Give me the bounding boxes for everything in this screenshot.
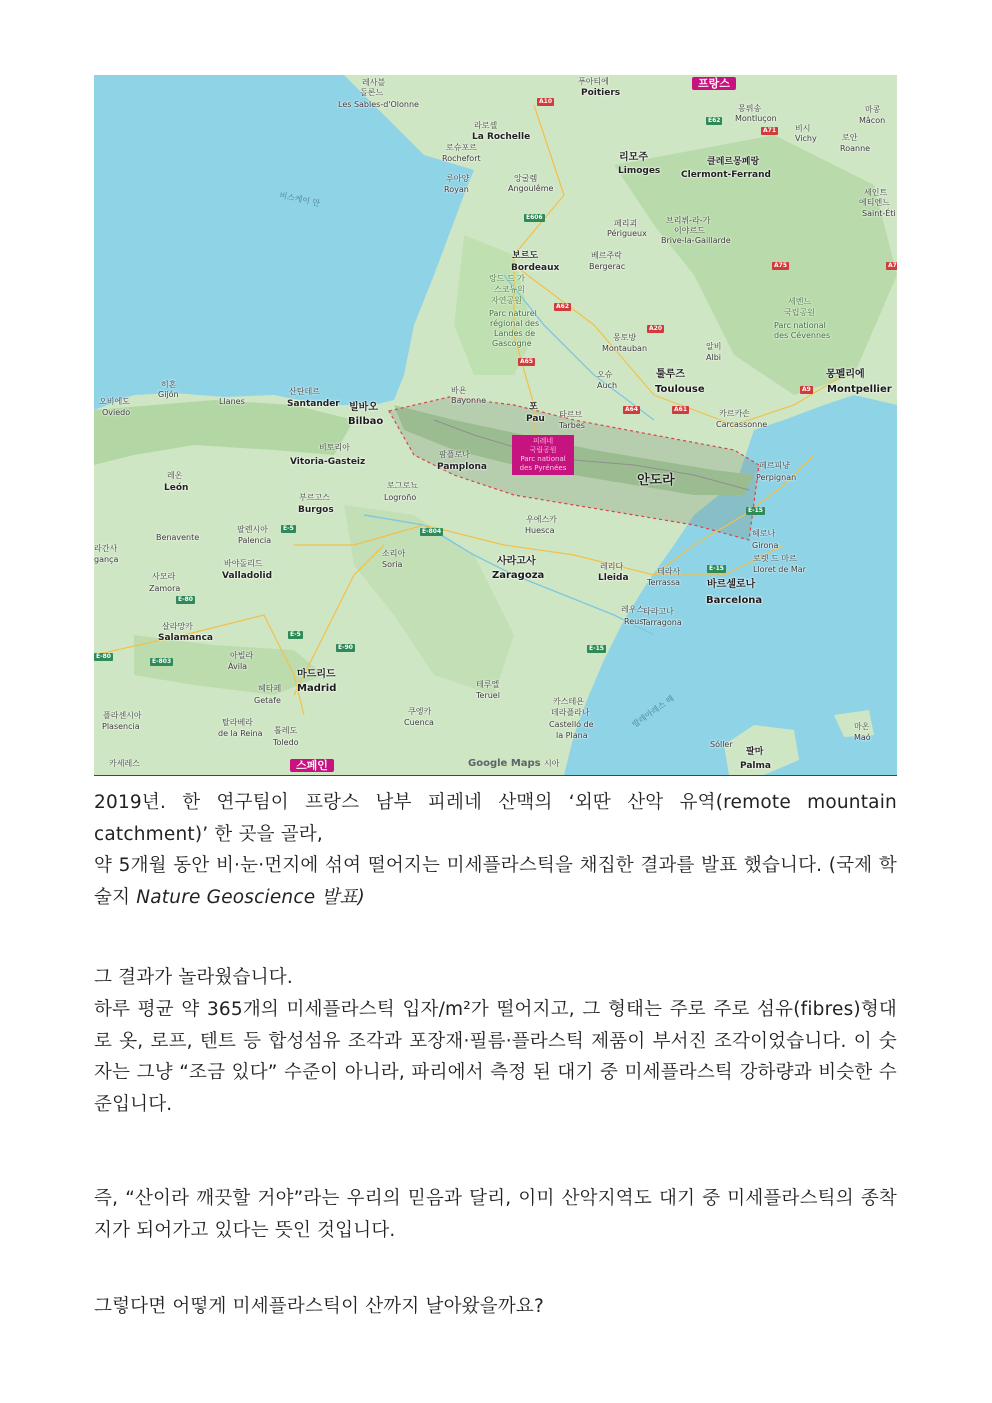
map-label: 빌바오	[349, 402, 378, 413]
map-label: Mâcon	[859, 116, 886, 125]
map-label: 로렛 드 마르	[753, 554, 797, 563]
map-label: Tarbes	[559, 421, 585, 430]
map-label: 국립공원	[784, 308, 815, 317]
map-underline	[94, 775, 897, 776]
map-label: 이야르드	[674, 226, 705, 235]
map-label: 마드리드	[297, 669, 336, 680]
map-label: 아빌라	[230, 651, 254, 660]
map-label: 히혼	[161, 380, 177, 389]
map-label: 테라사	[657, 567, 681, 576]
map-label: 보르도	[512, 251, 539, 261]
road-shield: A10	[539, 98, 552, 105]
map-label: Santander	[287, 399, 340, 409]
map-label: Parc naturel	[489, 309, 537, 318]
map-label: 쿠엥카	[408, 707, 432, 716]
map-label: 비시	[795, 124, 811, 133]
road-shield: A64	[625, 406, 638, 413]
map-label: Vitoria-Gasteiz	[290, 457, 366, 467]
map-label: 바르셀로나	[707, 579, 756, 590]
map-label: 페르피냥	[759, 461, 790, 470]
road-shield: E-5	[283, 525, 294, 532]
map-label: 브리뷔-라-가	[666, 216, 711, 225]
map-label: 리모주	[619, 152, 648, 163]
map-label: Llanes	[219, 397, 245, 406]
paragraph-meaning: 즉, “산이라 깨끗할 거야”라는 우리의 믿음과 달리, 이미 산악지역도 대기 중 미세플라스틱의 종착지가 되어가고 있다는 뜻인 것입니다.	[94, 1188, 897, 1241]
map-label: Benavente	[156, 533, 200, 542]
road-shield: E-803	[152, 658, 172, 665]
map-label: 레우스	[621, 605, 645, 614]
map-label: Pau	[526, 414, 545, 424]
map-label: La Rochelle	[472, 132, 531, 142]
map-label: 톨레도	[274, 726, 298, 735]
map-label: Pamplona	[437, 462, 487, 472]
road-shield: A75	[774, 262, 787, 269]
road-shield: A61	[674, 406, 687, 413]
map-label: Bordeaux	[511, 263, 560, 273]
road-shield: E-80	[96, 653, 111, 660]
paragraph-result-lead: 그 결과가 놀라웠습니다.	[94, 967, 293, 988]
park-label-2: des Pyrénées	[519, 464, 567, 472]
map-label: 알비	[706, 342, 722, 351]
map-label: Bilbao	[348, 416, 384, 427]
map-label: 테루엘	[476, 680, 500, 689]
map-label: 헤타페	[258, 684, 282, 693]
map-terrain	[94, 75, 897, 775]
map-label: 레리다	[600, 562, 624, 571]
highlight-spain: 스페인	[290, 759, 334, 772]
map-label: 살라망카	[162, 622, 193, 631]
map-label: Montpellier	[827, 384, 892, 395]
map-label: 몽뤼송	[738, 104, 762, 113]
road-shield: A65	[520, 358, 533, 365]
map-label: 카세레스	[109, 759, 140, 768]
map-label-andorra: 안도라	[637, 473, 675, 488]
paragraph-question: 그렇다면 어떻게 미세플라스틱이 산까지 날아왔을까요?	[94, 1296, 544, 1317]
map-label: 푸아티에	[578, 77, 609, 86]
road-shield: E-5	[290, 631, 301, 638]
map-label: Landes de	[494, 329, 536, 338]
park-label-ko2: 국립공원	[529, 446, 557, 454]
map-label: des Cévennes	[774, 331, 831, 340]
map-label: Royan	[444, 185, 469, 194]
map-label: Angoulême	[508, 184, 554, 193]
map-label: Castelló de	[549, 720, 594, 729]
road-shield: E-80	[178, 596, 193, 603]
map-label: Zamora	[149, 584, 181, 593]
map-label: 라로셸	[474, 121, 498, 130]
map-label: Tarragona	[642, 618, 682, 627]
map-label: 레사블	[362, 78, 386, 87]
map-label: 툴루즈	[656, 369, 685, 380]
highlight-france: 프랑스	[692, 77, 736, 90]
map-label: 부르고스	[299, 493, 330, 502]
paragraph-result: 하루 평균 약 365개의 미세플라스틱 입자/m²가 떨어지고, 그 형태는 주로 주로 섬유(fibres)형대로 옷, 로프, 텐트 등 합성섬유 조각과 포장재·필름·플라스틱 제품이 부서진 조각이었습니다. 이 숫자는 그냥 “조금 있다” 수준이 아니라, 파리에서 측정 된 대기 중 미세플라스틱 강하량과 비슷한 수준입니다.	[94, 999, 897, 1115]
map-label: 로슈포르	[446, 143, 477, 152]
map-label: Vichy	[795, 134, 817, 143]
road-shield: E606	[526, 214, 543, 221]
map-label: Montauban	[602, 344, 648, 353]
map-label: Gijón	[158, 390, 179, 399]
map-label: 팜플로나	[439, 450, 470, 459]
paragraph-method	[94, 850, 897, 913]
park-label-ko1: 피레네	[532, 437, 554, 445]
map-label: 자연공원	[491, 296, 522, 305]
road-shield: A71	[763, 127, 776, 134]
map-label: Lleida	[598, 573, 629, 583]
map-label: Oviedo	[102, 408, 131, 417]
map-label: Soria	[382, 560, 403, 569]
map-label: 마온	[854, 722, 870, 731]
road-shield: E-15	[589, 645, 604, 652]
road-shield: A9	[802, 386, 811, 393]
map-label: Madrid	[297, 683, 337, 694]
road-shield: A62	[556, 303, 569, 310]
map-label: Salamanca	[158, 633, 213, 643]
map-label: 소리아	[382, 549, 406, 558]
map-label: 발레아레스 해	[630, 693, 676, 730]
map-label: Les Sables-d'Olonne	[338, 100, 419, 109]
map-label: 로그로뇨	[387, 481, 418, 490]
map-label: 마콩	[865, 105, 881, 114]
map-label: 타르브	[559, 410, 583, 419]
map-label: 페리괴	[614, 219, 638, 228]
map-label: Limoges	[618, 166, 661, 176]
map-label: 산탄데르	[289, 387, 320, 396]
google-logo: Google Maps	[468, 758, 541, 769]
map-label: Teruel	[476, 691, 500, 700]
map-label: 세인트	[864, 188, 888, 197]
map-label: Ávila	[228, 662, 248, 671]
map-label: 앙굴렘	[514, 174, 538, 183]
map-label: Toledo	[273, 738, 299, 747]
map-label: Toulouse	[655, 384, 705, 395]
map-label: Logroño	[384, 493, 417, 502]
map-label: Rochefort	[442, 154, 481, 163]
map-label: 플라센시아	[103, 711, 142, 720]
map-label: Poitiers	[581, 88, 621, 98]
method-text: 약 5개월 동안 비·눈·먼지에 섞여 떨어지는 미세플라스틱을 채집한 결과를 발표 했습니다. (국제 학술지	[94, 855, 897, 908]
map-label: 몽토방	[613, 333, 637, 342]
map-label: 팔렌시아	[237, 525, 268, 534]
map-label: 로안	[842, 133, 858, 142]
map-label: Zaragoza	[492, 570, 545, 581]
map-label: Périgueux	[607, 229, 647, 238]
map-label: 바야돌리드	[224, 559, 263, 568]
map-label: 라간사	[94, 544, 118, 553]
map-label: Huesca	[525, 526, 555, 535]
map-label: 탈라베라	[222, 718, 253, 727]
road-shield: E62	[708, 117, 721, 124]
map-label: Reus	[624, 617, 644, 626]
map-label: 카스테욘	[553, 697, 584, 706]
map-label: 데라플라나	[551, 708, 590, 717]
map-label: Albi	[706, 353, 721, 362]
map-label: 타라고나	[643, 607, 674, 616]
map-label: 세벤느	[788, 297, 812, 306]
map-label: 몽펠리에	[826, 369, 865, 380]
map-label: Roanne	[840, 144, 871, 153]
map-label: Sóller	[710, 740, 733, 749]
road-shield: E-90	[338, 644, 353, 651]
map-label: Palencia	[238, 536, 272, 545]
map-label: Palma	[740, 761, 771, 771]
map-label: Bayonne	[451, 396, 487, 405]
map-label: Gascogne	[492, 339, 532, 348]
highlight-pyrenees-park	[512, 435, 574, 475]
map-label: 랑드 드 가	[489, 274, 525, 283]
road-shield: E-15	[709, 565, 724, 572]
road-shield: A20	[649, 325, 662, 332]
map-label: 돌론느	[360, 88, 384, 97]
map-label: 사라고사	[497, 556, 536, 567]
map-label: la Plana	[556, 731, 588, 740]
paragraph-intro: 2019년. 한 연구팀이 프랑스 남부 피레네 산맥의 ‘외딴 산악 유역(remote mountain catchment)’ 한 곳을 골라,	[94, 792, 897, 845]
map-label: 비스케이 만	[278, 190, 321, 209]
map-label: 스코뉴의	[494, 285, 525, 294]
map-label: Clermont-Ferrand	[681, 170, 771, 180]
map-label: 포	[529, 402, 538, 412]
map-label: 루아양	[446, 174, 470, 183]
map-label: 베르주락	[591, 251, 622, 260]
map-label: 오슈	[597, 370, 613, 379]
map-label: Plasencia	[102, 722, 140, 731]
map-label: 바욘	[451, 386, 467, 395]
map-label: Maó	[854, 733, 871, 742]
map-label: Carcassonne	[716, 420, 768, 429]
journal-name: Nature Geoscience 발표)	[136, 886, 365, 908]
map-label: 헤로나	[752, 529, 776, 538]
map-label: 시아	[544, 759, 560, 768]
road-shield: E-804	[422, 528, 442, 535]
map-label: 비토리아	[319, 443, 350, 452]
map-label: de la Reina	[218, 729, 263, 738]
map-label: Cuenca	[404, 718, 434, 727]
map-label: Parc national	[774, 321, 826, 330]
map-label: 사모라	[152, 572, 176, 581]
map-label: Barcelona	[706, 595, 763, 606]
map-label: Saint-Éti	[862, 209, 896, 218]
map-label: Auch	[597, 381, 618, 390]
map-label: 팔마	[746, 747, 764, 757]
map-label: Montluçon	[735, 114, 777, 123]
map-label: Burgos	[298, 505, 334, 515]
map-label: 레온	[167, 471, 183, 480]
map-label: 오비에도	[99, 397, 130, 406]
map-label: 카르카손	[719, 409, 750, 418]
map-label: Brive-la-Gaillarde	[661, 236, 731, 245]
map-label: Terrassa	[647, 578, 681, 587]
map-label: Perpignan	[756, 473, 797, 482]
map-label: León	[164, 483, 189, 493]
road-shield: A7	[888, 262, 897, 269]
pyrenees-map	[94, 75, 897, 775]
map-label: Getafe	[254, 696, 281, 705]
map-label: Girona	[752, 541, 779, 550]
map-label: 클레르몽페랑	[707, 157, 760, 167]
map-label: 에티엔느	[859, 198, 890, 207]
map-label: gança	[94, 555, 119, 564]
map-label: Bergerac	[589, 262, 626, 271]
map-label: régional des	[490, 319, 540, 328]
map-label: Valladolid	[222, 571, 273, 581]
road-shield: E-15	[748, 507, 763, 514]
park-label-1: Parc national	[520, 455, 566, 463]
map-label: Lloret de Mar	[753, 565, 806, 574]
map-label: 우에스카	[526, 515, 557, 524]
